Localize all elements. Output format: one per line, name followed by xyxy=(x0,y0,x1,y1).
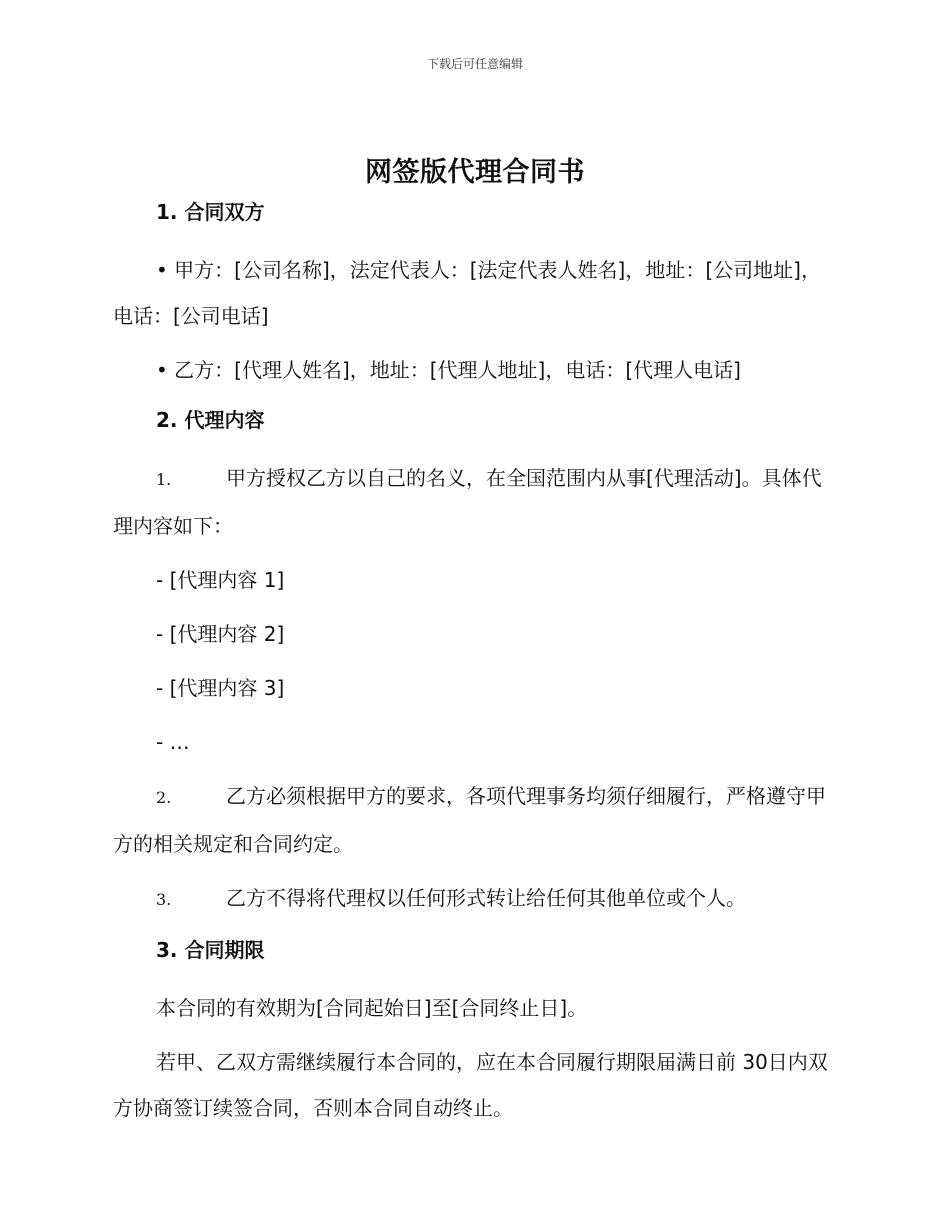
sub-item-3: - [代理内容 3] xyxy=(156,676,285,700)
sub-item-ellipsis: - … xyxy=(156,730,190,754)
page-header-note: 下载后可任意编辑 xyxy=(426,57,523,71)
term-paragraph-2: 若甲、乙双方需继续履行本合同的，应在本合同履行期限届满日前 30日内双方协商签订续签合同，否则本合同自动终止。 xyxy=(113,1050,828,1120)
document-body xyxy=(113,193,838,1139)
section-heading-parties: 1. 合同双方 xyxy=(156,200,265,224)
item-text: 乙方必须根据甲方的要求，各项代理事务均须仔细履行，严格遵守甲方的相关规定和合同约定。 xyxy=(113,784,826,856)
party-b-paragraph: • 乙方：[代理人姓名]，地址：[代理人地址]，电话：[代理人电话] xyxy=(156,358,741,382)
item-text: 乙方不得将代理权以任何形式转让给任何其他单位或个人。 xyxy=(226,886,746,910)
numbered-item-2 xyxy=(113,773,838,867)
sub-item-1: - [代理内容 1] xyxy=(156,568,285,592)
item-number: 3. xyxy=(156,890,172,909)
item-number: 2. xyxy=(156,788,172,807)
party-a-paragraph: • 甲方：[公司名称]，法定代表人：[法定代表人姓名]，地址：[公司地址]，电话：[公司电话] xyxy=(113,258,821,328)
item-text: 甲方授权乙方以自己的名义，在全国范围内从事[代理活动]。具体代理内容如下： xyxy=(113,466,822,538)
sub-item-2: - [代理内容 2] xyxy=(156,622,285,646)
item-number: 1. xyxy=(156,470,172,489)
term-paragraph-1: 本合同的有效期为[合同起始日]至[合同终止日]。 xyxy=(156,996,588,1020)
document-title: 网签版代理合同书 xyxy=(365,157,585,188)
numbered-item-3 xyxy=(113,875,838,923)
section-heading-agency-content: 2. 代理内容 xyxy=(156,408,265,432)
section-heading-term: 3. 合同期限 xyxy=(156,938,265,962)
numbered-item-1 xyxy=(113,455,838,549)
